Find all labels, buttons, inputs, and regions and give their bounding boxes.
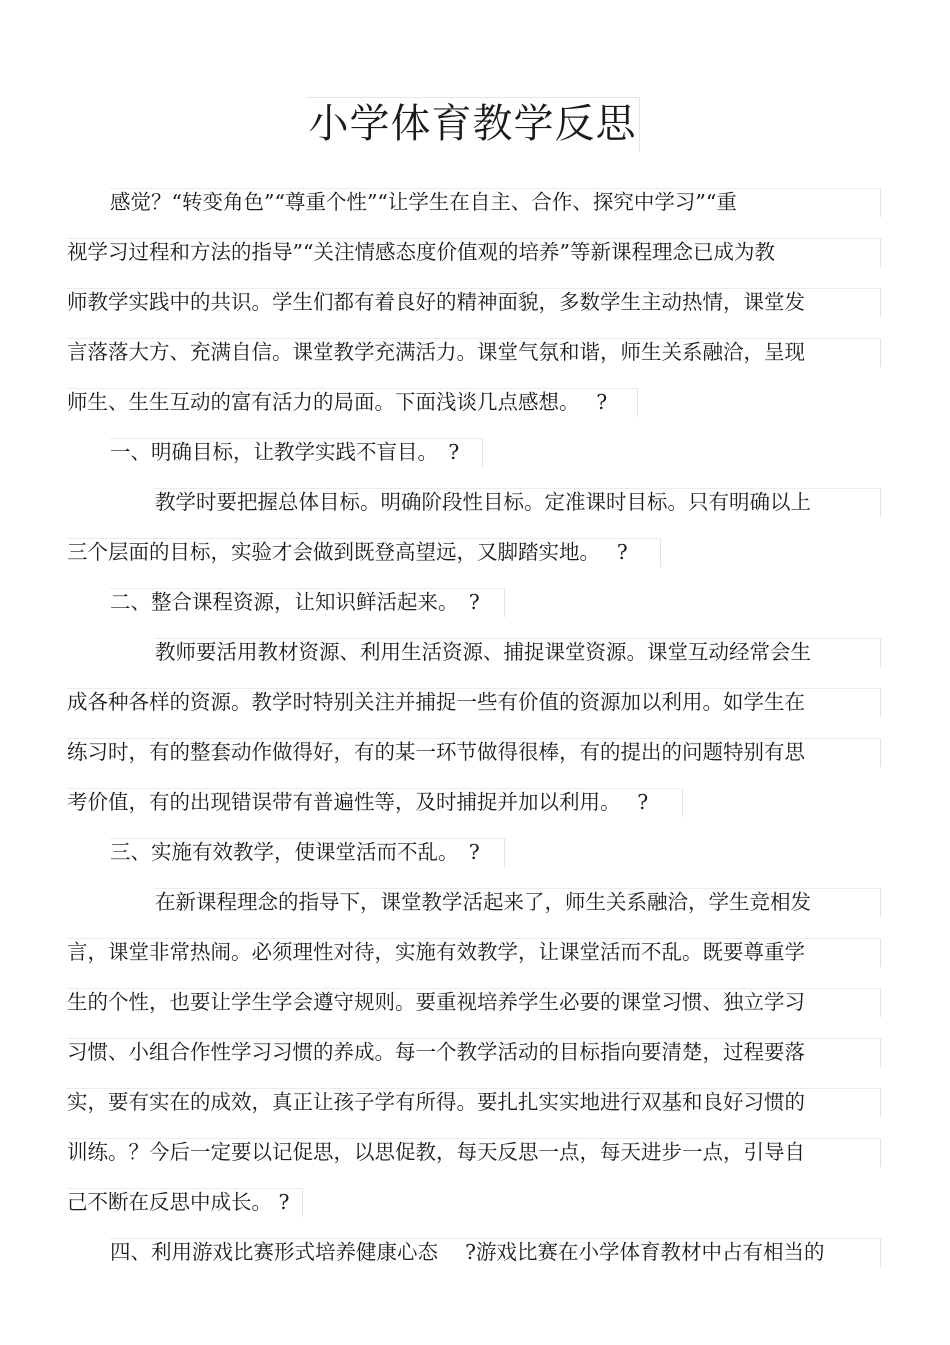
text-line: 言落落大方、充满自信。课堂教学充满活力。课堂气氛和谐，师生关系融洽，呈现 [67, 340, 805, 364]
page-title: 小学体育教学反思 [308, 101, 637, 147]
text-line: 言，课堂非常热闹。必须理性对待，实施有效教学，让课堂活而不乱。既要尊重学 [67, 940, 805, 964]
text-line: 二、整合课程资源，让知识鲜活起来。 ? [110, 590, 480, 614]
text-line: 生的个性，也要让学生学会遵守规则。要重视培养学生必要的课堂习惯、独立学习 [67, 990, 805, 1014]
text-line: 三个层面的目标，实验才会做到既登高望远，又脚踏实地。 ? [67, 540, 628, 564]
text-line: 教学时要把握总体目标。明确阶段性目标。定准课时目标。只有明确以上 [155, 490, 811, 514]
text-line: 在新课程理念的指导下，课堂教学活起来了，师生关系融洽，学生竞相发 [155, 890, 811, 914]
text-line: 师生、生生互动的富有活力的局面。下面浅谈几点感想。 ? [67, 390, 608, 414]
text-line: 考价值，有的出现错误带有普遍性等，及时捕捉并加以利用。 ? [67, 790, 649, 814]
text-line: 四、利用游戏比赛形式培养健康心态 ?游戏比赛在小学体育教材中占有相当的 [110, 1240, 825, 1264]
text-line: 实，要有实在的成效，真正让孩子学有所得。要扎扎实实地进行双基和良好习惯的 [67, 1090, 805, 1114]
text-line: 训练。？今后一定要以记促思，以思促教，每天反思一点，每天进步一点，引导自 [67, 1140, 805, 1164]
text-line: 成各种各样的资源。教学时特别关注并捕捉一些有价值的资源加以利用。如学生在 [67, 690, 805, 714]
text-line: 己不断在反思中成长。 ? [67, 1190, 290, 1214]
text-line: 习惯、小组合作性学习习惯的养成。每一个教学活动的目标指向要清楚，过程要落 [67, 1040, 805, 1064]
text-line: 感觉？“转变角色”“尊重个性”“让学生在自主、合作、探究中学习”“重 [110, 190, 737, 214]
text-line: 三、实施有效教学，使课堂活而不乱。 ? [110, 840, 480, 864]
text-line: 师教学实践中的共识。学生们都有着良好的精神面貌，多数学生主动热情，课堂发 [67, 290, 805, 314]
text-line: 教师要活用教材资源、利用生活资源、捕捉课堂资源。课堂互动经常会生 [155, 640, 811, 664]
text-line: 一、明确目标，让教学实践不盲目。 ? [110, 440, 460, 464]
text-line: 视学习过程和方法的指导”“关注情感态度价值观的培养”等新课程理念已成为教 [67, 240, 775, 264]
text-line: 练习时，有的整套动作做得好，有的某一环节做得很棒，有的提出的问题特别有思 [67, 740, 805, 764]
